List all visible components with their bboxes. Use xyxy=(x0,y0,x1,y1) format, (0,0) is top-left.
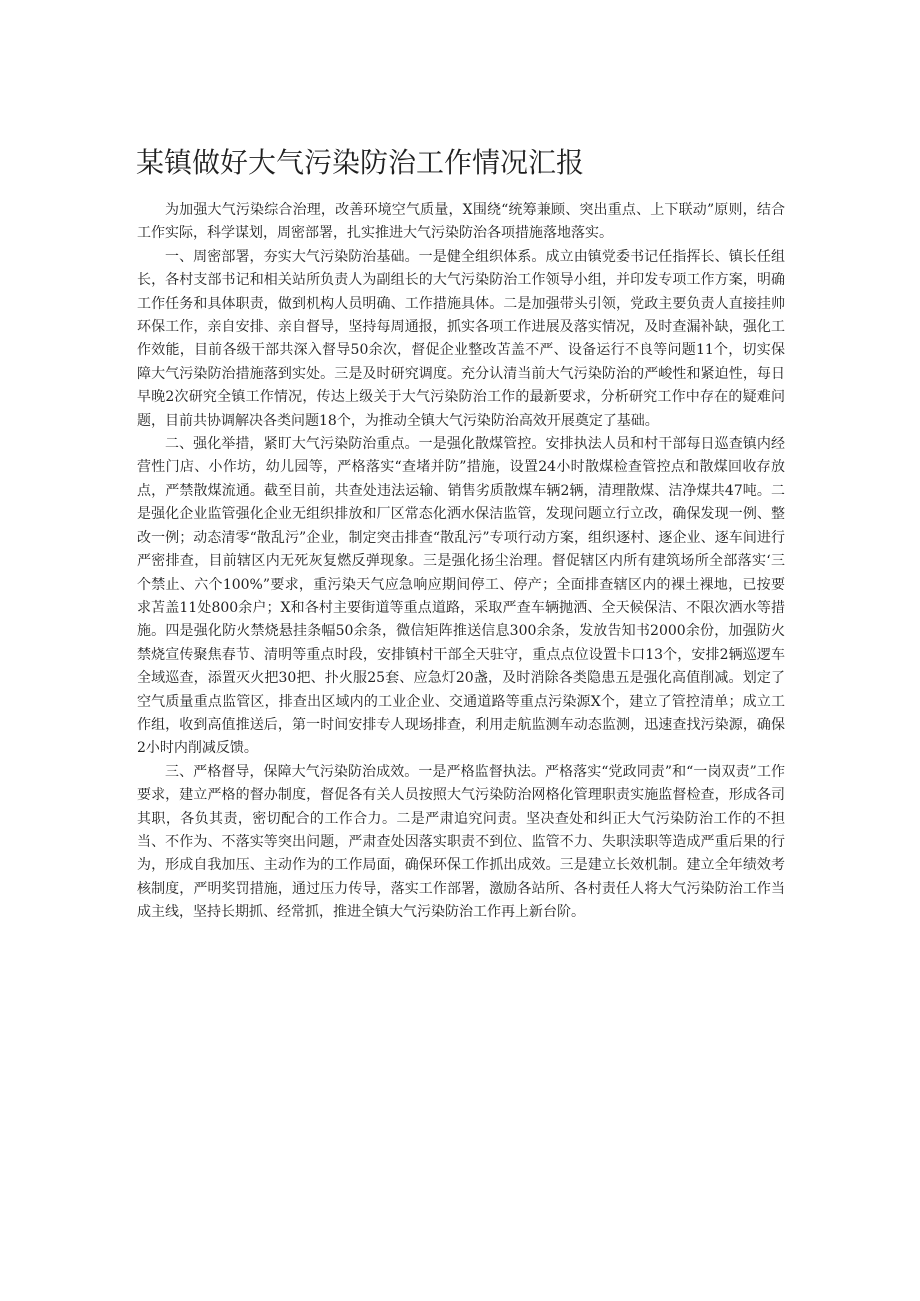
paragraph-section-1: 一、周密部署，夯实大气污染防治基础。一是健全组织体系。成立由镇党委书记任指挥长、镇长任组长，各村支部书记和相关站所负责人为副组长的大气污染防治工作领导小组，并印发专项工作方案，明确工作任务和具体职责，做到机构人员明确、工作措施具体。二是加强带头引领，党政主要负责人直接挂帅环保工作，亲自安排、亲自督导，坚持每周通报，抓实各项工作进展及落实情况，及时查漏补缺，强化工作效能，目前各级干部共深入督导50余次，督促企业整改苫盖不严、设备运行不良等问题11个，切实保障大气污染防治措施落到实处。三是及时研究调度。充分认清当前大气污染防治的严峻性和紧迫性，每日早晚2次研究全镇工作情况，传达上级关于大气污染防治工作的最新要求，分析研究工作中存在的疑难问题，目前共协调解决各类问题18个，为推动全镇大气污染防治高效开展奠定了基础。 xyxy=(137,248,785,429)
paragraph-intro: 为加强大气污染综合治理，改善环境空气质量，X围绕“统筹兼顾、突出重点、上下联动”原则，结合工作实际，科学谋划，周密部署，扎实推进大气污染防治各项措施落地落实。 xyxy=(137,202,785,242)
document-body xyxy=(137,199,785,925)
paragraph-section-2: 二、强化举措，紧盯大气污染防治重点。一是强化散煤管控。安排执法人员和村干部每日巡查镇内经营性门店、小作坊，幼儿园等，严格落实“查堵并防”措施，设置24小时散煤检查管控点和散煤回收存放点，严禁散煤流通。截至目前，共查处违法运输、销售劣质散煤车辆2辆，清理散煤、洁净煤共47吨。二是强化企业监管强化企业无组织排放和厂区常态化洒水保洁监管，发现问题立行立改，确保发现一例、整改一例；动态清零“散乱污”企业，制定突击排查“散乱污”专项行动方案，组织逐村、逐企业、逐车间进行严密排查，目前辖区内无死灰复燃反弹现象。三是强化扬尘治理。督促辖区内所有建筑场所全部落实‘三个禁止、六个100%”要求，重污染天气应急响应期间停工、停产；全面排查辖区内的裸土裸地，已按要求苫盖11处800余户；X和各村主要街道等重点道路，采取严查车辆抛洒、全天候保洁、不限次洒水等措施。四是强化防火禁烧悬挂条幅50余条，微信矩阵推送信息300余条，发放告知书2000余份，加强防火禁烧宣传聚焦春节、清明等重点时段，安排镇村干部全天驻守，重点点位设置卡口13个，安排2辆巡逻车全域巡查，添置灭火把30把、扑火服25套、应急灯20盏，及时消除各类隐患五是强化高值削减。划定了空气质量重点监管区，排查出区域内的工业企业、交通道路等重点污染源X个，建立了管控清单；成立工作组，收到高值推送后，第一时间安排专人现场排查，利用走航监测车动态监测，迅速查找污染源，确保2小时内削减反馈。 xyxy=(137,436,785,757)
document-title: 某镇做好大气污染防治工作情况汇报 xyxy=(136,146,585,179)
paragraph-section-3: 三、严格督导，保障大气污染防治成效。一是严格监督执法。严格落实“党政同责”和“一岗双责”工作要求，建立严格的督办制度，督促各有关人员按照大气污染防治网格化管理职责实施监督检查，形成各司其职，各负其责，密切配合的工作合力。二是严肃追究问责。坚决查处和纠正大气污染防治工作的不担当、不作为、不落实等突出问题，严肃查处因落实职责不到位、监管不力、失职渎职等造成严重后果的行为，形成自我加压、主动作为的工作局面，确保环保工作抓出成效。三是建立长效机制。建立全年绩效考核制度，严明奖罚措施，通过压力传导，落实工作部署，激励各站所、各村责任人将大气污染防治工作当成主线，坚持长期抓、经常抓，推进全镇大气污染防治工作再上新台阶。 xyxy=(137,763,785,921)
